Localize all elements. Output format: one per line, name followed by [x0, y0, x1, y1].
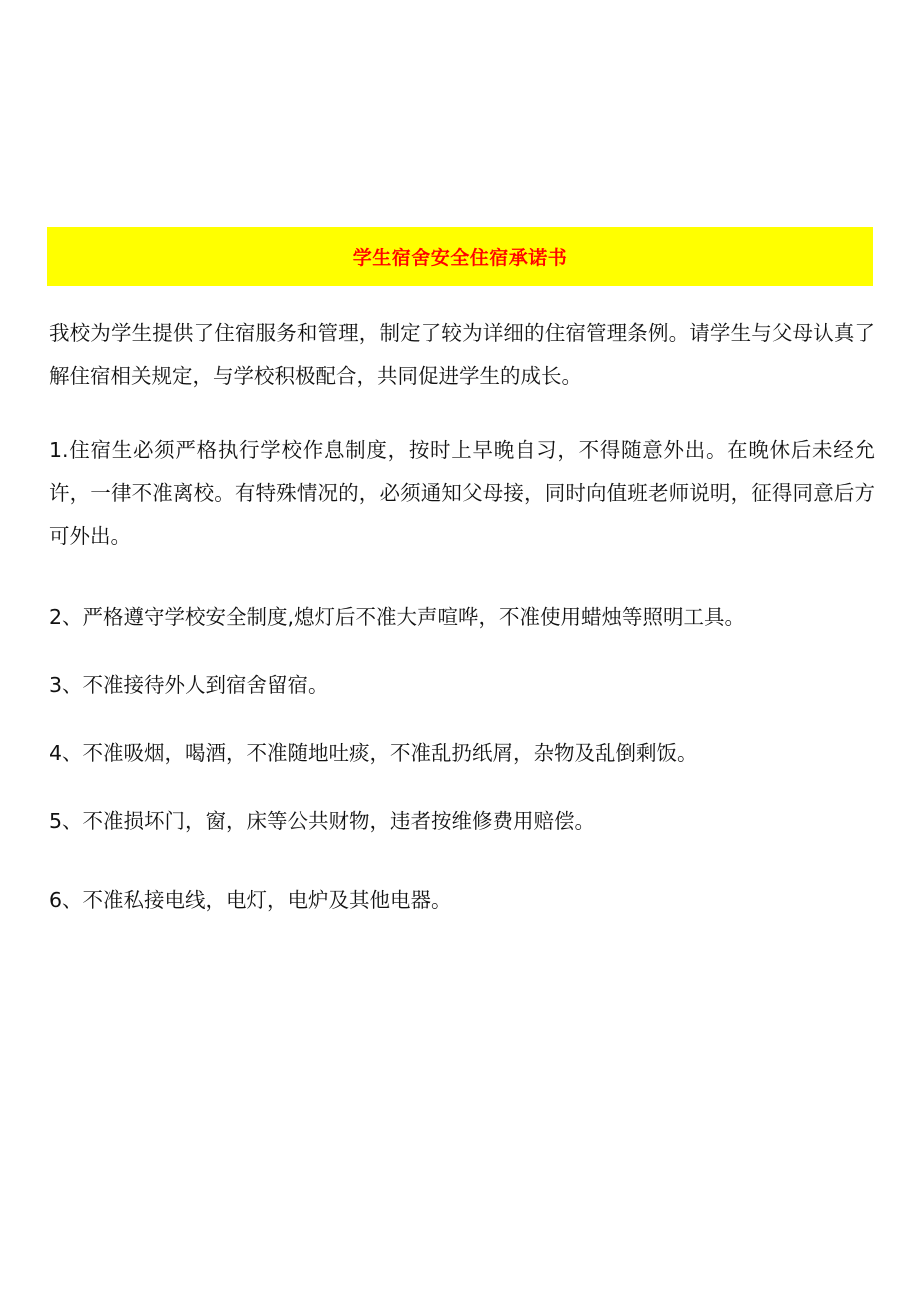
rule-3: 3、不准接待外人到宿舍留宿。 — [49, 673, 329, 697]
rule-4: 4、不准吸烟，喝酒，不准随地吐痰，不准乱扔纸屑，杂物及乱倒剩饭。 — [49, 741, 698, 765]
rule-5: 5、不准损坏门，窗，床等公共财物，违者按维修费用赔偿。 — [49, 809, 596, 833]
rule-6: 6、不准私接电线，电灯，电炉及其他电器。 — [49, 888, 452, 912]
intro-paragraph: 我校为学生提供了住宿服务和管理，制定了较为详细的住宿管理条例。请学生与父母认真了解住宿相关规定，与学校积极配合，共同促进学生的成长。 — [49, 321, 875, 388]
title-banner — [47, 227, 873, 286]
rule-1: 1.住宿生必须严格执行学校作息制度，按时上早晚自习，不得随意外出。在晚休后未经允许，一律不准离校。有特殊情况的，必须通知父母接，同时向值班老师说明，征得同意后方可外出。 — [49, 438, 875, 548]
rule-2: 2、严格遵守学校安全制度,熄灯后不准大声喧哗，不准使用蜡烛等照明工具。 — [49, 605, 746, 629]
document-title: 学生宿舍安全住宿承诺书 — [352, 247, 568, 269]
